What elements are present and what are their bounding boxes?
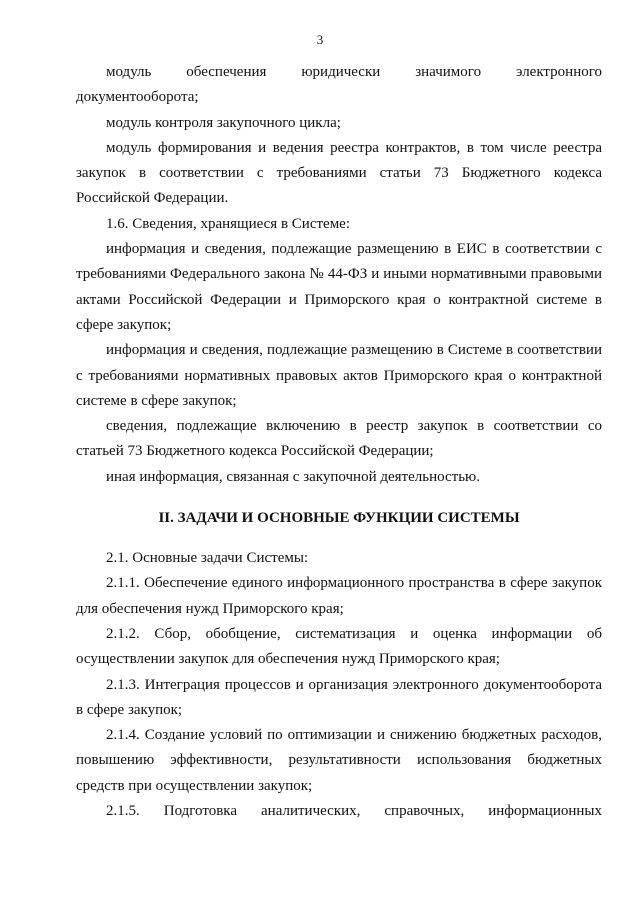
paragraph: модуль контроля закупочного цикла; (106, 114, 341, 131)
page-number: 3 (316, 32, 324, 47)
section-heading: II. ЗАДАЧИ И ОСНОВНЫЕ ФУНКЦИИ СИСТЕМЫ (158, 510, 520, 527)
document-body (76, 60, 602, 824)
paragraph: модуль обеспечения юридически значимого электронного документооборота; (76, 64, 602, 106)
paragraph: 2.1.4. Создание условий по оптимизации и снижению бюджетных расходов, повышению эффективности, результативности использования бюджетных средств при осуществлении закупок; (76, 727, 602, 794)
paragraph: 2.1.3. Интеграция процессов и организация электронного документооборота в сфере закупок; (76, 676, 602, 718)
paragraph: модуль формирования и ведения реестра контрактов, в том числе реестра закупок в соответствии с требованиями статьи 73 Бюджетного кодекса Российской Федерации. (76, 139, 602, 207)
paragraph: информация и сведения, подлежащие размещению в ЕИС в соответствии с требованиями Федерального закона № 44-ФЗ и иными нормативными правовыми актами Российской Федерации и Приморского края о контрактной системе в сфере закупок; (76, 241, 602, 333)
paragraph: иная информация, связанная с закупочной деятельностью. (106, 468, 480, 485)
paragraph: 2.1.1. Обеспечение единого информационного пространства в сфере закупок для обеспечения нужд Приморского края; (76, 575, 602, 617)
paragraph: 1.6. Сведения, хранящиеся в Системе: (106, 215, 351, 232)
paragraph: 2.1.2. Сбор, обобщение, систематизация и оценка информации об осуществлении закупок для обеспечения нужд Приморского края; (76, 625, 602, 668)
paragraph: сведения, подлежащие включению в реестр закупок в соответствии со статьей 73 Бюджетного кодекса Российской Федерации; (76, 418, 602, 460)
paragraph: 2.1.5. Подготовка аналитических, справочных, информационных (106, 803, 602, 820)
paragraph: информация и сведения, подлежащие размещению в Системе в соответствии с требованиями нормативных правовых актов Приморского края о контрактной системе в сфере закупок; (76, 342, 602, 409)
paragraph: 2.1. Основные задачи Системы: (106, 550, 309, 567)
